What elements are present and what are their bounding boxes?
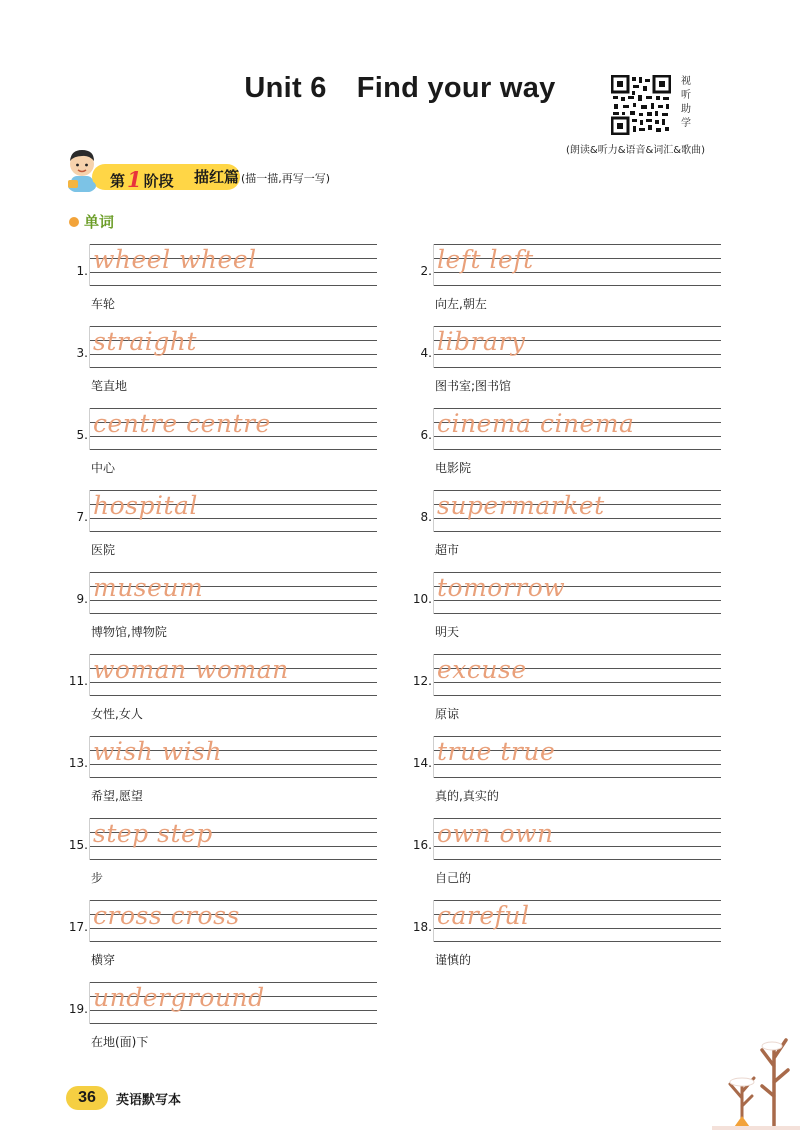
item-number: 3.	[76, 346, 88, 360]
handwriting-lines[interactable]	[89, 244, 377, 286]
trace-word: underground	[93, 983, 265, 1012]
word-item	[410, 408, 710, 478]
handwriting-lines[interactable]	[89, 818, 377, 860]
item-number: 11.	[68, 674, 88, 688]
handwriting-lines[interactable]	[89, 572, 377, 614]
word-meaning: 电影院	[435, 461, 472, 475]
word-item	[66, 982, 366, 1052]
trace-word: own own	[437, 819, 554, 848]
word-meaning: 笔直地	[91, 379, 128, 393]
item-number: 5.	[76, 428, 88, 442]
trace-word: woman woman	[93, 655, 289, 684]
unit-number: Unit 6	[244, 72, 327, 104]
word-meaning: 谨慎的	[435, 953, 472, 967]
word-meaning: 女性,女人	[91, 707, 143, 721]
handwriting-lines[interactable]	[433, 326, 721, 368]
word-item	[66, 654, 366, 724]
handwriting-lines[interactable]	[433, 572, 721, 614]
trace-word: hospital	[93, 491, 198, 520]
word-item	[410, 326, 710, 396]
qr-side-char: 视	[681, 76, 691, 87]
item-number: 17.	[68, 920, 88, 934]
word-meaning: 向左,朝左	[435, 297, 487, 311]
item-number: 13.	[68, 756, 88, 770]
trace-word: true true	[437, 737, 556, 766]
word-meaning: 自己的	[435, 871, 472, 885]
word-meaning: 博物馆,博物院	[91, 625, 167, 639]
word-item	[66, 818, 366, 888]
winter-tree-decoration	[712, 1026, 800, 1130]
item-number: 9.	[76, 592, 88, 606]
handwriting-lines[interactable]	[433, 736, 721, 778]
word-meaning: 图书室;图书馆	[435, 379, 512, 393]
stage-name: 描红篇	[194, 168, 240, 186]
word-item	[66, 408, 366, 478]
item-number: 8.	[420, 510, 432, 524]
handwriting-lines[interactable]	[89, 326, 377, 368]
word-meaning: 横穿	[91, 953, 116, 967]
page-number: 36	[66, 1086, 108, 1110]
handwriting-lines[interactable]	[433, 654, 721, 696]
item-number: 18.	[412, 920, 432, 934]
trace-word: wheel wheel	[93, 245, 257, 274]
trace-word: supermarket	[437, 491, 605, 520]
stage-number: 1	[127, 167, 142, 192]
item-number: 15.	[68, 838, 88, 852]
handwriting-lines[interactable]	[433, 490, 721, 532]
word-meaning: 车轮	[91, 297, 116, 311]
trace-word: centre centre	[93, 409, 271, 438]
trace-word: tomorrow	[437, 573, 566, 602]
book-title: 英语默写本	[116, 1092, 182, 1108]
word-item	[410, 572, 710, 642]
item-number: 1.	[76, 264, 88, 278]
handwriting-lines[interactable]	[89, 736, 377, 778]
qr-side-char: 学	[681, 118, 691, 129]
word-meaning: 明天	[435, 625, 460, 639]
trace-word: left left	[437, 245, 534, 274]
word-meaning: 步	[91, 871, 104, 885]
stage-label	[110, 166, 174, 191]
handwriting-lines[interactable]	[433, 244, 721, 286]
qr-side-label	[679, 75, 693, 131]
stage-prefix: 第	[110, 172, 126, 190]
handwriting-lines[interactable]	[89, 408, 377, 450]
word-meaning: 真的,真实的	[435, 789, 499, 803]
word-meaning: 中心	[91, 461, 116, 475]
section-dot-icon	[69, 217, 79, 227]
item-number: 14.	[412, 756, 432, 770]
word-item	[410, 244, 710, 314]
section-label	[69, 211, 114, 232]
word-item	[410, 654, 710, 724]
trace-word: straight	[93, 327, 197, 356]
item-number: 10.	[412, 592, 432, 606]
word-item	[410, 736, 710, 806]
stage-suffix: 阶段	[143, 172, 174, 190]
word-item	[410, 818, 710, 888]
word-item	[66, 572, 366, 642]
word-meaning: 希望,愿望	[91, 789, 143, 803]
stage-heading	[194, 166, 330, 187]
word-meaning: 超市	[435, 543, 460, 557]
trace-word: careful	[437, 901, 530, 930]
word-meaning: 医院	[91, 543, 116, 557]
handwriting-lines[interactable]	[89, 490, 377, 532]
item-number: 6.	[420, 428, 432, 442]
word-item	[66, 736, 366, 806]
word-item	[66, 244, 366, 314]
handwriting-lines[interactable]	[433, 818, 721, 860]
qr-side-char: 助	[681, 104, 691, 115]
page-footer	[66, 1086, 181, 1110]
trace-word: wish wish	[93, 737, 223, 766]
item-number: 2.	[420, 264, 432, 278]
qr-side-char: 听	[681, 90, 691, 101]
trace-word: cross cross	[93, 901, 240, 930]
word-item	[410, 490, 710, 560]
trace-word: library	[437, 327, 526, 356]
handwriting-lines[interactable]	[433, 900, 721, 942]
section-title: 单词	[84, 213, 115, 231]
word-item	[66, 900, 366, 970]
item-number: 12.	[412, 674, 432, 688]
qr-code-icon[interactable]	[611, 75, 671, 135]
handwriting-lines[interactable]	[89, 982, 377, 1024]
word-meaning: 在地(面)下	[91, 1035, 149, 1049]
word-item	[66, 326, 366, 396]
item-number: 7.	[76, 510, 88, 524]
trace-word: step step	[93, 819, 213, 848]
stage-hint: (描一描,再写一写)	[241, 172, 331, 185]
handwriting-lines[interactable]	[89, 900, 377, 942]
unit-name: Find your way	[356, 72, 556, 104]
word-item	[66, 490, 366, 560]
item-number: 19.	[68, 1002, 88, 1016]
trace-word: excuse	[437, 655, 527, 684]
trace-word: museum	[93, 573, 204, 602]
word-meaning: 原谅	[435, 707, 460, 721]
trace-word: cinema cinema	[437, 409, 635, 438]
word-item	[410, 900, 710, 970]
handwriting-lines[interactable]	[433, 408, 721, 450]
student-mascot-icon	[62, 146, 102, 192]
item-number: 4.	[420, 346, 432, 360]
qr-note: (朗读&听力&语音&词汇&歌曲)	[566, 145, 705, 156]
item-number: 16.	[412, 838, 432, 852]
handwriting-lines[interactable]	[89, 654, 377, 696]
